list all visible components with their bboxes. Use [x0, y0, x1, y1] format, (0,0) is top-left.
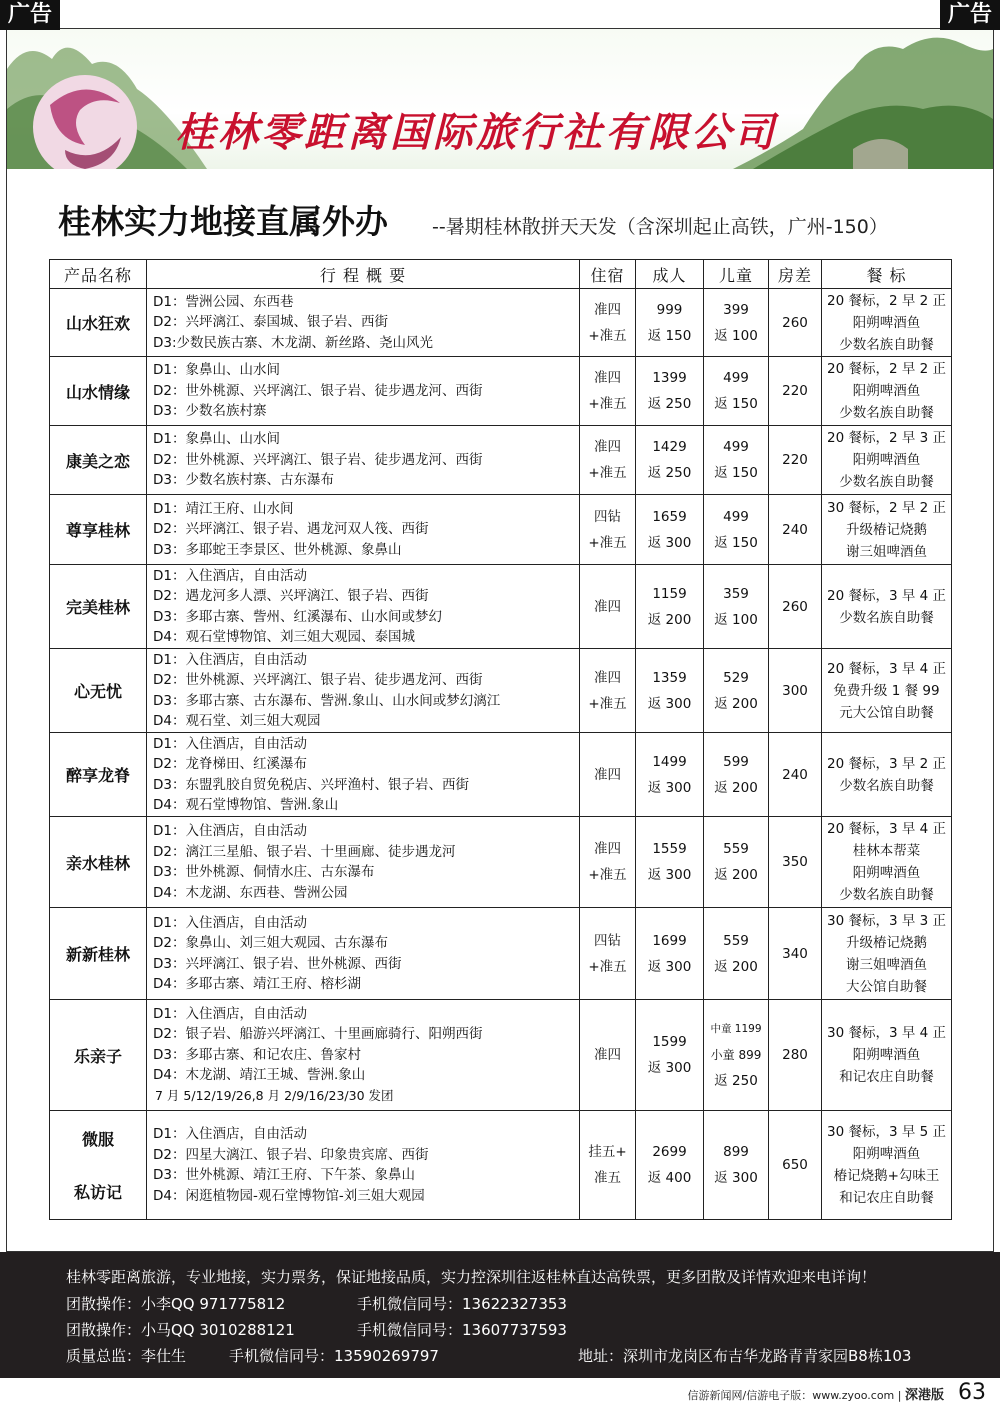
itinerary-line: D4：观石堂、刘三姐大观园 [153, 713, 321, 729]
meal-line: 20 餐标，3 早 4 正 [826, 821, 947, 837]
footer-contact-panel [0, 1252, 1000, 1378]
stay-line: 准四 [594, 766, 621, 783]
child-rebate: 返 150 [714, 396, 758, 412]
col-header-meal: 餐 标 [822, 260, 952, 289]
itinerary-line: D3：少数名族村寨 [153, 403, 267, 420]
tour-name [50, 1111, 147, 1220]
stay-line: 准四 [594, 669, 621, 686]
stay-cell [580, 426, 636, 495]
child-price: 499 [723, 370, 749, 386]
col-header-name: 产品名称 [50, 260, 147, 289]
tour-name: 康美之恋 [50, 426, 147, 495]
adult-rebate: 返 300 [647, 958, 692, 975]
stay-line: 四钻 [594, 932, 621, 949]
meal-line: 免费升级 1 餐 99 [833, 682, 940, 699]
child-rebate: 返 150 [714, 534, 758, 551]
itinerary-cell [147, 908, 580, 1000]
stay-line: 准四 [594, 439, 621, 455]
stay-cell [580, 817, 636, 908]
room-diff-cell: 280 [769, 1000, 822, 1111]
adult-price-cell [636, 565, 704, 649]
itinerary-line: D4：闲逛植物园-观石堂博物馆-刘三姐大观园 [153, 1187, 425, 1204]
stay-cell [580, 649, 636, 733]
adult-price-cell [636, 817, 704, 908]
adult-price: 1429 [652, 439, 687, 455]
itinerary-line: D1：入住酒店，自由活动 [153, 823, 307, 839]
child-price: 399 [723, 301, 749, 318]
child-price-cell [704, 1000, 769, 1111]
adult-rebate: 返 150 [647, 327, 692, 344]
stay-line: +准五 [588, 958, 627, 975]
tour-name-line: 私访记 [73, 1183, 122, 1202]
meal-line: 20 餐标，2 早 3 正 [826, 430, 947, 446]
meal-cell [822, 908, 952, 1000]
itinerary-line: D2：遇龙河多人漂、兴坪漓江、银子岩、西街 [153, 588, 429, 604]
adult-rebate: 返 250 [647, 396, 692, 412]
child-rebate: 返 200 [714, 695, 758, 712]
meal-line: 30 餐标，3 早 5 正 [826, 1124, 947, 1140]
meal-cell [822, 565, 952, 649]
quality-director-phone: 手机微信同号：13590269797 [229, 1347, 439, 1365]
itinerary-cell [147, 357, 580, 426]
itinerary-cell [147, 565, 580, 649]
ad-label-left: 广告 [0, 0, 60, 30]
meal-line: 阳朔啤酒鱼 [852, 314, 921, 331]
stay-cell [580, 495, 636, 565]
room-diff-cell: 240 [769, 733, 822, 817]
meal-line: 阳朔啤酒鱼 [852, 1146, 921, 1162]
stay-line: 准四 [594, 1047, 621, 1063]
itinerary-line: D3：多耶蛇王李景区、世外桃源、象鼻山 [153, 541, 402, 558]
meal-line: 和记农庄自助餐 [839, 1069, 934, 1085]
itinerary-line: D4：观石堂博物馆、刘三姐大观园、泰国城 [153, 629, 415, 645]
itinerary-line: D1：入住酒店，自由活动 [153, 914, 307, 931]
adult-price: 1159 [652, 585, 687, 602]
stay-cell [580, 1000, 636, 1111]
meal-line: 椿记烧鹅+勾味王 [833, 1168, 940, 1184]
table-row [50, 426, 952, 495]
meal-cell [822, 649, 952, 733]
col-header-room-diff: 房差 [769, 260, 822, 289]
meal-line: 少数名族自助餐 [839, 405, 934, 421]
meal-cell [822, 289, 952, 357]
adult-price-cell [636, 495, 704, 565]
itinerary-line: D2：世外桃源、兴坪漓江、银子岩、徒步遇龙河、西街 [153, 451, 483, 468]
adult-price: 1559 [652, 841, 687, 857]
page-footer-bar [688, 1384, 944, 1403]
table-row [50, 1111, 952, 1220]
col-header-itinerary: 行 程 概 要 [147, 260, 580, 289]
child-price-cell [704, 1111, 769, 1220]
itinerary-line: D1：靖江王府、山水间 [153, 500, 294, 517]
meal-line: 元大公馆自助餐 [839, 704, 934, 721]
room-diff-cell: 260 [769, 565, 822, 649]
child-price-cell [704, 908, 769, 1000]
child-rebate: 返 300 [714, 1170, 758, 1186]
meal-line: 和记农庄自助餐 [839, 1190, 934, 1206]
table-row [50, 649, 952, 733]
child-price: 599 [723, 753, 749, 770]
itinerary-line: D3：少数名族村寨、古东瀑布 [153, 472, 334, 489]
stay-line: +准五 [588, 327, 627, 344]
child-rebate: 返 100 [714, 327, 758, 344]
stay-cell [580, 357, 636, 426]
adult-rebate: 返 300 [647, 695, 692, 712]
page-number: 63 [958, 1380, 986, 1405]
itinerary-line: D2：兴坪漓江、泰国城、银子岩、西街 [153, 314, 388, 331]
table-row [50, 908, 952, 1000]
child-rebate: 返 200 [714, 779, 758, 796]
meal-line: 阳朔啤酒鱼 [852, 383, 921, 399]
stay-cell [580, 1111, 636, 1220]
meal-line: 少数名族自助餐 [839, 777, 934, 794]
itinerary-line: D3：多耶古寨、和记农庄、鲁家村 [153, 1046, 361, 1063]
child-mid-price: 中童 1199 [710, 1023, 762, 1035]
child-price: 499 [723, 439, 749, 455]
itinerary-line: D1：入住酒店，自由活动 [153, 567, 307, 584]
tour-name: 完美桂林 [50, 565, 147, 649]
meal-line: 30 餐标，2 早 2 正 [826, 499, 947, 516]
child-rebate: 返 150 [714, 465, 758, 481]
child-price-cell [704, 426, 769, 495]
itinerary-line: D4：木龙湖、靖江王城、訾洲.象山 [153, 1067, 366, 1084]
adult-rebate: 返 250 [647, 465, 692, 481]
itinerary-cell [147, 495, 580, 565]
page-headline: 桂林实力地接直属外办 [58, 202, 388, 241]
stay-line: 准五 [594, 1170, 621, 1186]
itinerary-line: D3：多耶古寨、古东瀑布、訾洲.象山、山水间或梦幻漓江 [153, 692, 501, 709]
itinerary-line: D2：象鼻山、刘三姐大观园、古东瀑布 [153, 935, 388, 951]
tour-name: 醉享龙脊 [50, 733, 147, 817]
itinerary-line: D1：訾洲公园、东西巷 [153, 293, 294, 310]
tour-name: 亲水桂林 [50, 817, 147, 908]
itinerary-line: D1：入住酒店，自由活动 [153, 1005, 307, 1022]
stay-cell [580, 908, 636, 1000]
itinerary-line: D2：龙脊梯田、红溪瀑布 [153, 756, 307, 772]
meal-line: 升级椿记烧鹅 [846, 934, 927, 951]
stay-line: +准五 [588, 534, 627, 551]
itinerary-line: D3：东盟乳胶自贸免税店、兴坪渔村、银子岩、西街 [153, 776, 469, 793]
child-price-cell [704, 565, 769, 649]
adult-price: 2699 [652, 1144, 687, 1160]
meal-line: 谢三姐啤酒鱼 [846, 956, 927, 973]
tour-name: 乐亲子 [50, 1000, 147, 1111]
adult-price-cell [636, 289, 704, 357]
departure-dates-note: 7 月 5/12/19/26,8 月 2/9/16/23/30 发团 [155, 1087, 394, 1103]
room-diff-cell: 260 [769, 289, 822, 357]
adult-rebate: 返 400 [647, 1170, 692, 1186]
itinerary-line: D1：象鼻山、山水间 [153, 362, 280, 379]
operator-1: 团散操作：小李QQ 971775812 [66, 1295, 286, 1313]
table-row [50, 289, 952, 357]
adult-price-cell [636, 1000, 704, 1111]
adult-rebate: 返 300 [647, 867, 692, 883]
meal-line: 升级椿记烧鹅 [846, 521, 927, 538]
tour-name: 山水情缘 [50, 357, 147, 426]
itinerary-line: D2：兴坪漓江、银子岩、遇龙河双人筏、西街 [153, 521, 429, 538]
meal-cell [822, 733, 952, 817]
meal-cell [822, 357, 952, 426]
adult-price-cell [636, 649, 704, 733]
itinerary-line: D1：入住酒店，自由活动 [153, 651, 307, 668]
adult-price: 1599 [652, 1034, 687, 1050]
divider: | [897, 1389, 905, 1402]
room-diff-cell: 240 [769, 495, 822, 565]
ad-label-right: 广告 [940, 0, 1000, 30]
operator-2: 团散操作：小马QQ 3010288121 [66, 1321, 295, 1339]
meal-line: 20 餐标，2 早 2 正 [826, 361, 947, 377]
table-row [50, 565, 952, 649]
operator-1-phone: 手机微信同号：13622327353 [357, 1295, 567, 1313]
stay-line: 准四 [594, 370, 621, 386]
tour-name: 山水狂欢 [50, 289, 147, 357]
child-price-cell [704, 817, 769, 908]
edition-label: 深港版 [904, 1388, 944, 1403]
itinerary-line: D4：观石堂博物馆、訾洲.象山 [153, 797, 339, 813]
adult-price: 1659 [652, 508, 687, 525]
adult-rebate: 返 300 [647, 534, 692, 551]
meal-line: 30 餐标，3 早 4 正 [826, 1025, 947, 1041]
itinerary-cell [147, 289, 580, 357]
table-row [50, 1000, 952, 1111]
adult-price: 1359 [652, 669, 687, 686]
child-price-cell [704, 289, 769, 357]
child-rebate: 返 100 [714, 611, 758, 628]
itinerary-line: D1：入住酒店，自由活动 [153, 735, 307, 752]
child-price-cell [704, 649, 769, 733]
footer-intro: 桂林零距离旅游，专业地接，实力票务，保证地接品质，实力控深圳往返桂林直达高铁票，更多团散及详情欢迎来电详询！ [66, 1268, 877, 1286]
company-name: 桂林零距离国际旅行社有限公司 [175, 109, 777, 156]
itinerary-cell [147, 817, 580, 908]
itinerary-line: D2：世外桃源、兴坪漓江、银子岩、徒步遇龙河、西街 [153, 382, 483, 399]
itinerary-line: D4：多耶古寨、靖江王府、榕杉湖 [153, 976, 361, 992]
itinerary-line: D3:少数民族古寨、木龙湖、新丝路、尧山风光 [153, 334, 434, 351]
meal-line: 20 餐标，3 早 2 正 [826, 755, 947, 772]
adult-price-cell [636, 733, 704, 817]
child-rebate: 返 250 [714, 1073, 758, 1089]
stay-line: +准五 [588, 867, 627, 883]
tour-name: 心无忧 [50, 649, 147, 733]
itinerary-line: D3：世外桃源、靖江王府、下午茶、象鼻山 [153, 1167, 415, 1183]
meal-line: 少数名族自助餐 [839, 609, 934, 626]
tour-name-line: 微服 [81, 1130, 114, 1149]
tour-name: 新新桂林 [50, 908, 147, 1000]
stay-cell [580, 565, 636, 649]
meal-line: 20 餐标，3 早 4 正 [826, 660, 947, 677]
adult-rebate: 返 300 [647, 779, 692, 796]
child-price: 359 [723, 585, 749, 602]
col-header-stay: 住宿 [580, 260, 636, 289]
meal-line: 20 餐标，3 早 4 正 [826, 587, 947, 604]
meal-cell [822, 817, 952, 908]
stay-line: +准五 [588, 695, 627, 712]
stay-line: 准四 [594, 598, 621, 615]
child-rebate: 返 200 [714, 867, 758, 883]
col-header-adult: 成人 [636, 260, 704, 289]
stay-line: 挂五+ [588, 1144, 627, 1160]
itinerary-cell [147, 426, 580, 495]
tour-name: 尊享桂林 [50, 495, 147, 565]
publisher-site: 信游新闻网/信游电子版：www.zyoo.com [687, 1389, 895, 1402]
child-price: 499 [723, 508, 749, 525]
adult-price-cell [636, 357, 704, 426]
room-diff-cell: 650 [769, 1111, 822, 1220]
adult-price: 1399 [652, 370, 687, 386]
adult-price-cell [636, 908, 704, 1000]
meal-line: 大公馆自助餐 [846, 978, 927, 995]
table-row [50, 817, 952, 908]
itinerary-line: D1：入住酒店，自由活动 [153, 1126, 307, 1142]
meal-cell [822, 495, 952, 565]
meal-line: 30 餐标，3 早 3 正 [826, 912, 947, 929]
itinerary-cell [147, 733, 580, 817]
meal-cell [822, 1000, 952, 1111]
child-price: 899 [723, 1144, 749, 1160]
itinerary-line: D3：世外桃源、侗情水庄、古东瀑布 [153, 864, 375, 880]
adult-price: 1499 [652, 753, 687, 770]
page-subline: --暑期桂林散拼天天发（含深圳起止高铁，广州-150） [432, 216, 888, 238]
adult-rebate: 返 200 [647, 611, 692, 628]
header-banner [7, 29, 993, 169]
meal-line: 谢三姐啤酒鱼 [846, 543, 927, 560]
meal-line: 少数名族自助餐 [839, 887, 934, 903]
stay-line: 准四 [594, 301, 621, 318]
itinerary-cell [147, 1111, 580, 1220]
room-diff-cell: 340 [769, 908, 822, 1000]
office-address: 地址：深圳市龙岗区布吉华龙路青青家园B8栋103 [578, 1347, 912, 1365]
adult-price: 999 [656, 301, 683, 318]
itinerary-line: D2：漓江三星船、银子岩、十里画廊、徒步遇龙河 [153, 843, 456, 860]
room-diff-cell: 220 [769, 357, 822, 426]
itinerary-line: D2：银子岩、船游兴坪漓江、十里画廊骑行、阳朔西街 [153, 1026, 483, 1043]
child-price-cell [704, 733, 769, 817]
meal-line: 阳朔啤酒鱼 [852, 865, 921, 881]
quality-director: 质量总监：李仕生 [66, 1347, 187, 1365]
room-diff-cell: 350 [769, 817, 822, 908]
itinerary-line: D1：象鼻山、山水间 [153, 431, 280, 448]
adult-price-cell [636, 1111, 704, 1220]
meal-line: 少数名族自助餐 [839, 474, 934, 490]
child-price-cell [704, 357, 769, 426]
room-diff-cell: 220 [769, 426, 822, 495]
itinerary-line: D4：木龙湖、东西巷、訾洲公园 [153, 884, 348, 901]
meal-line: 阳朔啤酒鱼 [852, 1047, 921, 1063]
meal-line: 少数名族自助餐 [839, 336, 934, 353]
adult-price-cell [636, 426, 704, 495]
itinerary-line: D2：四星大漓江、银子岩、印象贵宾席、西街 [153, 1146, 429, 1163]
adult-price: 1699 [652, 932, 687, 949]
stay-cell [580, 289, 636, 357]
tour-price-table [49, 259, 952, 1220]
stay-line: +准五 [588, 465, 627, 481]
child-price: 559 [723, 841, 749, 857]
table-row [50, 357, 952, 426]
itinerary-line: D3：多耶古寨、訾州、红溪瀑布、山水间或梦幻 [153, 608, 442, 625]
stay-line: 准四 [594, 841, 621, 857]
child-price: 529 [723, 669, 749, 686]
room-diff-cell: 300 [769, 649, 822, 733]
stay-line: 四钻 [594, 508, 621, 525]
meal-cell [822, 1111, 952, 1220]
itinerary-line: D3：兴坪漓江、银子岩、世外桃源、西街 [153, 955, 402, 972]
child-rebate: 返 200 [714, 958, 758, 975]
itinerary-line: D2：世外桃源、兴坪漓江、银子岩、徒步遇龙河、西街 [153, 672, 483, 688]
stay-cell [580, 733, 636, 817]
operator-2-phone: 手机微信同号：13607737593 [357, 1321, 567, 1339]
table-header-row [50, 260, 952, 289]
meal-line: 桂林本帮菜 [852, 843, 921, 859]
itinerary-cell [147, 649, 580, 733]
itinerary-cell [147, 1000, 580, 1111]
child-price-cell [704, 495, 769, 565]
meal-line: 20 餐标，2 早 2 正 [826, 292, 947, 309]
meal-cell [822, 426, 952, 495]
col-header-child: 儿童 [704, 260, 769, 289]
table-row [50, 495, 952, 565]
meal-line: 阳朔啤酒鱼 [852, 452, 921, 468]
adult-rebate: 返 300 [647, 1060, 692, 1076]
child-price: 559 [723, 932, 749, 949]
stay-line: +准五 [588, 396, 627, 412]
company-logo [25, 65, 145, 169]
child-small-price: 小童 899 [710, 1048, 762, 1062]
table-row [50, 733, 952, 817]
